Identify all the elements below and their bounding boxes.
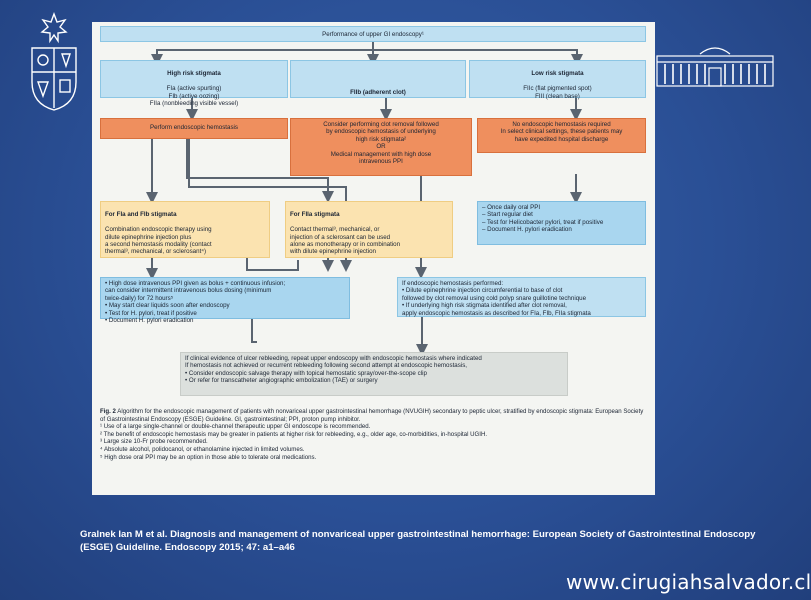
high-risk-lines: FIa (active spurting) FIb (active oozing) FIIa (nonbleeding visible vessel)	[149, 85, 239, 108]
high-risk-box	[100, 60, 288, 108]
caption-fig-label: Fig. 2	[100, 408, 116, 415]
clot-box	[290, 60, 466, 98]
low-risk-lines: FIIc (flat pigmented spot) FIII (clean base)	[523, 85, 592, 100]
figure-caption	[100, 408, 645, 461]
fiia-box	[285, 201, 453, 258]
low-risk-care-box: – Once daily oral PPI – Start regular diet – Test for Helicobacter pylori, treat if positive – Document H. pylori eradication	[477, 201, 646, 245]
fia-fib-box	[100, 201, 270, 258]
caption-note: ² The benefit of endoscopic hemostasis may be greater in patients at higher risk for rebleeding, e.g., older age, co-morbidities, in-hospital UGIH.	[100, 430, 488, 438]
caption-note: ¹ Use of a large single-channel or double-channel therapeutic upper GI endoscope is recommended.	[100, 423, 371, 431]
caption-note: ⁵ High dose oral PPI may be an option in those able to tolerate oral medications.	[100, 453, 317, 461]
fia-fib-text: Combination endoscopic therapy using dilute epinephrine injection plus a second hemostasis modality (contact thermal³, mechanical, or sclerosant⁴)	[105, 226, 212, 256]
perform-hemostasis-box: Perform endoscopic hemostasis	[100, 118, 288, 139]
caption-text: Algorithm for the endoscopic management of patients with nonvariceal upper gastrointestinal hemorrhage (NVUGIH) secondary to peptic ulcer, stratified by endoscopic stigmata: European Society of Gastrointestinal Endoscopy (ESGE) Guideline. GI, gastrointestinal; PPI, proton pump inhibitor.	[100, 408, 644, 423]
fiia-text: Contact thermal³, mechanical, or injection of a sclerosant can be used alone as monotherapy or in combination with dilute epinephrine injection	[290, 226, 401, 256]
reference-citation: Gralnek Ian M et al. Diagnosis and management of nonvariceal upper gastrointestinal hemorrhage: European Society of Gastrointestinal Endoscopy (ESGE) Guideline. Endoscopy 2015; 47: a1–a46	[80, 529, 756, 553]
low-risk-title: Low risk stigmata	[531, 70, 584, 78]
caption-note: ³ Large size 10-Fr probe recommended.	[100, 438, 208, 446]
top-box: Performance of upper GI endoscopy¹	[100, 26, 646, 42]
high-risk-title: High risk stigmata	[167, 70, 221, 78]
algorithm-figure	[92, 22, 655, 495]
fiia-title: For FIIa stigmata	[290, 211, 340, 219]
low-risk-box	[469, 60, 646, 98]
rebleeding-box: If clinical evidence of ulcer rebleeding, repeat upper endoscopy with endoscopic hemostasis where indicated If hemostasis not achieved or recurrent rebleeding following second attempt at endoscopic hemostasis, • Consider endoscopic salvage therapy with topical hemostatic spray/over-the-scope clip • Or refer for transcatheter angiographic embolization (TAE) or surgery	[180, 352, 568, 396]
fia-fib-title: For FIa and FIb stigmata	[105, 211, 177, 219]
clot-removal-box: Consider performing clot removal followed by endoscopic hemostasis of underlying high risk stigmata² OR Medical management with high dose intravenous PPI	[290, 118, 472, 176]
if-performed-box: If endoscopic hemostasis performed: • Dilute epinephrine injection circumferential to base of clot followed by clot removal using cold polyp snare guillotine technique • If underlying high risk stigmata identified after clot removal, apply endoscopic hemostasis as described for FIa, FIb, FIIa stigmata	[397, 277, 646, 317]
university-seal-logo	[24, 12, 84, 112]
clot-title: FIIb (adherent clot)	[350, 89, 406, 96]
website-url: www.cirugiahsalvador.cl	[566, 570, 811, 594]
hospital-building-logo	[655, 40, 775, 90]
no-hemostasis-box: No endoscopic hemostasis required In select clinical settings, these patients may have expedited hospital discharge	[477, 118, 646, 153]
caption-note: ⁴ Absolute alcohol, polidocanol, or ethanolamine injected in limited volumes.	[100, 445, 305, 453]
ppi-box: • High dose intravenous PPI given as bolus + continuous infusion; can consider intermittent intravenous bolus dosing (minimum twice-daily) for 72 hours⁵ • May start clear liquids soon after endoscopy • Test for H. pylori, treat if positive • Document H. pylori eradication	[100, 277, 350, 319]
